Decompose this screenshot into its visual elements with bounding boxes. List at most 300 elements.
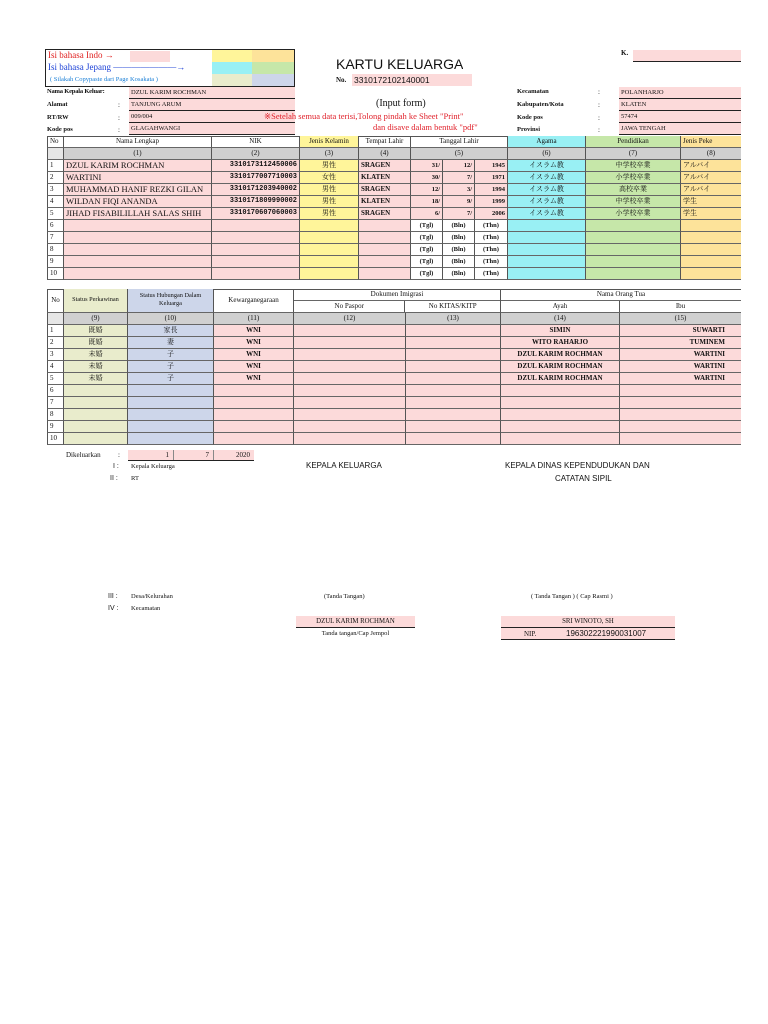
head-left-label-3: Kode pos: [47, 126, 73, 133]
cell-hub[interactable]: 妻: [128, 337, 214, 349]
family-table-row: [47, 160, 741, 172]
cell-jk[interactable]: [300, 268, 359, 280]
cell-kerja[interactable]: 学生: [681, 196, 741, 208]
cell-hub[interactable]: 子: [128, 373, 214, 385]
cell-no: 9: [47, 256, 64, 268]
cell-ayah[interactable]: WITO RAHARJO: [501, 337, 620, 349]
cell-thn[interactable]: 1945: [475, 160, 508, 172]
cell-nik[interactable]: 3310171203940002: [212, 184, 300, 196]
cell-bln[interactable]: (Bln): [443, 268, 475, 280]
cell-ayah[interactable]: DZUL KARIM ROCHMAN: [501, 349, 620, 361]
cell-nama[interactable]: [64, 268, 212, 280]
status-table-row: [47, 385, 741, 397]
t2-kawin-header: Status Perkawinan: [64, 289, 128, 313]
cell-kitas[interactable]: [406, 373, 501, 385]
cell-wni[interactable]: [214, 397, 294, 409]
cell-hub[interactable]: [128, 385, 214, 397]
cell-no: 10: [47, 268, 64, 280]
kepala-dinas-line2: CATATAN SIPIL: [555, 474, 612, 483]
cell-ibu[interactable]: WARTINI: [620, 361, 741, 373]
cell-jk[interactable]: [300, 220, 359, 232]
cell-wni[interactable]: [214, 421, 294, 433]
issue-year[interactable]: 2020: [213, 450, 254, 460]
cell-agama[interactable]: イスラム教: [508, 184, 586, 196]
cell-bln[interactable]: 3/: [443, 184, 475, 196]
cell-kitas[interactable]: [406, 409, 501, 421]
cell-paspor[interactable]: [294, 409, 406, 421]
cell-ibu[interactable]: [620, 433, 741, 445]
cell-agama[interactable]: イスラム教: [508, 196, 586, 208]
kk-number-label: No.: [336, 76, 347, 84]
cell-pend[interactable]: [586, 220, 681, 232]
cell-paspor[interactable]: [294, 337, 406, 349]
cell-kawin[interactable]: 未婚: [64, 361, 128, 373]
col-tempat-header: Tempat Lahir: [359, 136, 411, 148]
t2-ayah-header: Ayah: [501, 301, 620, 313]
cell-tempat[interactable]: SRAGEN: [359, 160, 411, 172]
col-jk-header: Jenis Kelamin: [300, 136, 359, 148]
head-left-value-0[interactable]: DZUL KARIM ROCHMAN: [129, 87, 295, 99]
head-right-value-2[interactable]: 57474: [619, 111, 741, 123]
legend-indo-swatch: [130, 51, 170, 62]
status-table-header: [47, 289, 741, 313]
t2-num-12: (12): [294, 313, 406, 325]
cell-nama[interactable]: MUHAMMAD HANIF REZKI GILAN: [64, 184, 212, 196]
cell-kerja[interactable]: アルバイ: [681, 184, 741, 196]
page-title: KARTU KELUARGA: [336, 56, 464, 72]
cell-no: 1: [47, 160, 64, 172]
cell-nama[interactable]: WILDAN FIQI ANANDA: [64, 196, 212, 208]
cell-kawin[interactable]: 未婚: [64, 349, 128, 361]
cell-tgl[interactable]: 18/: [411, 196, 443, 208]
cell-thn[interactable]: 2006: [475, 208, 508, 220]
head-left-colon-3: :: [118, 126, 120, 134]
cell-ayah[interactable]: [501, 385, 620, 397]
roman-1: I :: [113, 463, 119, 470]
head-left-label-0: Nama Kepala Keluar:: [47, 88, 105, 95]
cell-ibu[interactable]: WARTINI: [620, 349, 741, 361]
cell-bln[interactable]: 7/: [443, 172, 475, 184]
cell-no: 6: [47, 385, 64, 397]
t2-ibu-header: Ibu: [675, 302, 686, 310]
cell-pend[interactable]: 小学校卒業: [586, 208, 681, 220]
cell-kitas[interactable]: [406, 385, 501, 397]
cell-tempat[interactable]: KLATEN: [359, 172, 411, 184]
cell-no: 5: [47, 208, 64, 220]
cell-jk[interactable]: 男性: [300, 184, 359, 196]
legend-indo-label: Isi bahasa Indo →: [48, 50, 114, 60]
cell-ayah[interactable]: [501, 421, 620, 433]
cell-hub[interactable]: [128, 409, 214, 421]
status-table-row: [47, 325, 741, 337]
cell-tempat[interactable]: SRAGEN: [359, 184, 411, 196]
cell-tgl[interactable]: 30/: [411, 172, 443, 184]
legend-hint: ( Silakah Copypaste dari Page Kosakata ): [50, 76, 158, 83]
cell-thn[interactable]: 1999: [475, 196, 508, 208]
col-nik-header: NIK: [212, 136, 300, 148]
cell-thn[interactable]: 1994: [475, 184, 508, 196]
cell-no: 4: [47, 361, 64, 373]
cell-no: 7: [47, 397, 64, 409]
sign-name-left[interactable]: DZUL KARIM ROCHMAN: [296, 616, 415, 628]
cell-bln[interactable]: (Bln): [443, 220, 475, 232]
cell-hub[interactable]: [128, 421, 214, 433]
issue-day[interactable]: 1: [128, 450, 173, 460]
cell-pend[interactable]: [586, 268, 681, 280]
cell-jk[interactable]: 男性: [300, 196, 359, 208]
cell-wni[interactable]: WNI: [214, 337, 294, 349]
head-left-value-2[interactable]: 009/004: [129, 111, 295, 123]
legend-swatch-green: [252, 62, 294, 74]
col-no-header: No: [47, 136, 64, 148]
cell-nik[interactable]: 3310170607060003: [212, 208, 300, 220]
family-table-row: [47, 256, 741, 268]
cell-jk[interactable]: 男性: [300, 208, 359, 220]
t2-kwn-header: Kewarganegaraan: [214, 289, 294, 313]
cell-paspor[interactable]: [294, 397, 406, 409]
cell-tempat[interactable]: [359, 220, 411, 232]
t2-num-13: (13): [406, 313, 501, 325]
issue-date: [128, 450, 254, 461]
family-table-numbers: [47, 148, 741, 160]
roman-4-text: Kecamatan: [131, 605, 161, 612]
t2-paspor-header: No Paspor: [294, 301, 405, 313]
family-table-row: [47, 184, 741, 196]
family-table-row: [47, 208, 741, 220]
nip-label: NIP.: [524, 630, 537, 638]
cell-kawin[interactable]: [64, 421, 128, 433]
t2-num-10: (10): [128, 313, 214, 325]
status-table-row: [47, 433, 741, 445]
cell-ayah[interactable]: SIMIN: [501, 325, 620, 337]
cell-kawin[interactable]: 未婚: [64, 373, 128, 385]
cell-ibu[interactable]: [620, 421, 741, 433]
head-right-colon-2: :: [598, 114, 600, 122]
cell-kitas[interactable]: [406, 337, 501, 349]
cell-paspor[interactable]: [294, 349, 406, 361]
t2-num-14: (14): [501, 313, 620, 325]
cell-nik[interactable]: [212, 244, 300, 256]
cell-kerja[interactable]: [681, 256, 741, 268]
cell-pend[interactable]: 中学校卒業: [586, 196, 681, 208]
head-right-colon-1: :: [598, 101, 600, 109]
cell-agama[interactable]: イスラム教: [508, 172, 586, 184]
family-table-row: [47, 232, 741, 244]
status-table-row: [47, 361, 741, 373]
cell-bln[interactable]: 9/: [443, 196, 475, 208]
cell-no: 8: [47, 409, 64, 421]
cell-nama[interactable]: JIHAD FISABILILLAH SALAS SHIH: [64, 208, 212, 220]
cell-paspor[interactable]: [294, 373, 406, 385]
cell-bln[interactable]: (Bln): [443, 244, 475, 256]
col-tanggal-header: Tanggal Lahir: [411, 136, 508, 148]
cell-tempat[interactable]: [359, 268, 411, 280]
num-2: (2): [212, 148, 300, 160]
cell-agama[interactable]: イスラム教: [508, 208, 586, 220]
cell-ibu[interactable]: WARTINI: [620, 373, 741, 385]
cell-kawin[interactable]: 既婚: [64, 325, 128, 337]
family-table-row: [47, 196, 741, 208]
roman-1-text: Kepala Keluarga: [131, 463, 175, 470]
cell-agama[interactable]: [508, 244, 586, 256]
cell-thn[interactable]: (Thn): [475, 220, 508, 232]
cell-wni[interactable]: [214, 433, 294, 445]
t2-num-9: (9): [64, 313, 128, 325]
cell-kitas[interactable]: [406, 433, 501, 445]
cell-nama[interactable]: [64, 256, 212, 268]
cell-ibu[interactable]: SUWARTI: [620, 325, 741, 337]
cell-pend[interactable]: [586, 244, 681, 256]
cell-wni[interactable]: WNI: [214, 361, 294, 373]
head-left-label-2: RT/RW: [47, 114, 69, 121]
family-table-row: [47, 172, 741, 184]
k-field[interactable]: [633, 50, 741, 62]
cell-bln[interactable]: (Bln): [443, 256, 475, 268]
cell-ayah[interactable]: [501, 397, 620, 409]
cell-thn[interactable]: (Thn): [475, 268, 508, 280]
cell-nik[interactable]: [212, 256, 300, 268]
cell-hub[interactable]: 子: [128, 349, 214, 361]
cell-paspor[interactable]: [294, 385, 406, 397]
cell-nik[interactable]: 3310177007710003: [212, 172, 300, 184]
cell-ayah[interactable]: DZUL KARIM ROCHMAN: [501, 373, 620, 385]
cell-kawin[interactable]: [64, 433, 128, 445]
cell-ibu[interactable]: [620, 397, 741, 409]
cell-ibu[interactable]: [620, 385, 741, 397]
cell-tempat[interactable]: [359, 244, 411, 256]
cell-pend[interactable]: [586, 232, 681, 244]
status-table-row: [47, 337, 741, 349]
cell-bln[interactable]: (Bln): [443, 232, 475, 244]
cell-tgl[interactable]: (Tgl): [411, 244, 443, 256]
cell-hub[interactable]: 子: [128, 361, 214, 373]
kepala-keluarga-title: KEPALA KELUARGA: [306, 461, 382, 470]
cell-tgl[interactable]: 31/: [411, 160, 443, 172]
num-8: (8): [681, 148, 741, 160]
cell-bln[interactable]: 12/: [443, 160, 475, 172]
legend-swatch-blue: [252, 74, 294, 86]
cell-agama[interactable]: [508, 232, 586, 244]
cell-paspor[interactable]: [294, 421, 406, 433]
head-right-value-3[interactable]: JAWA TENGAH: [619, 123, 741, 135]
cell-kerja[interactable]: アルバイ: [681, 160, 741, 172]
num-1: (1): [64, 148, 212, 160]
cell-kerja[interactable]: [681, 232, 741, 244]
cell-jk[interactable]: [300, 232, 359, 244]
cell-ibu[interactable]: [620, 409, 741, 421]
cell-no: 2: [47, 172, 64, 184]
cell-nama[interactable]: [64, 220, 212, 232]
cell-kerja[interactable]: [681, 244, 741, 256]
legend-swatch-olive: [212, 74, 252, 86]
num-7: (7): [586, 148, 681, 160]
cell-kitas[interactable]: [406, 421, 501, 433]
cell-tgl[interactable]: (Tgl): [411, 268, 443, 280]
kk-number[interactable]: 3310172102140001: [352, 74, 472, 86]
family-table-row: [47, 220, 741, 232]
tanda-tangan-left: (Tanda Tangan): [324, 593, 365, 600]
cell-tgl[interactable]: (Tgl): [411, 232, 443, 244]
roman-3: III :: [108, 593, 118, 600]
legend-swatch-orange: [252, 50, 294, 62]
cell-nik[interactable]: [212, 232, 300, 244]
cell-pend[interactable]: 中学校卒業: [586, 160, 681, 172]
t2-hubungan-header: Status Hubungan Dalam Keluarga: [128, 289, 214, 313]
cell-no: 2: [47, 337, 64, 349]
head-right-label-0: Kecamatan: [517, 88, 549, 95]
cell-nik[interactable]: 3310173112450006: [212, 160, 300, 172]
cell-agama[interactable]: [508, 220, 586, 232]
cell-kerja[interactable]: [681, 220, 741, 232]
dikeluarkan-colon: :: [118, 451, 120, 459]
head-left-value-3[interactable]: GLAGAHWANGI: [129, 123, 295, 135]
cell-pend[interactable]: 小学校卒業: [586, 172, 681, 184]
input-form-label: (Input form): [376, 98, 426, 109]
cell-thn[interactable]: 1971: [475, 172, 508, 184]
roman-3-text: Desa/Kelurahan: [131, 593, 173, 600]
cell-no: 4: [47, 196, 64, 208]
status-table-row: [47, 373, 741, 385]
cell-pend[interactable]: 高校卒業: [586, 184, 681, 196]
cell-kawin[interactable]: 既婚: [64, 337, 128, 349]
cell-no: 3: [47, 184, 64, 196]
notice-line-2: dan disave dalam bentuk "pdf": [373, 122, 478, 132]
cell-no: 7: [47, 232, 64, 244]
head-right-value-1[interactable]: KLATEN: [619, 99, 741, 111]
col-agama-header: Agama: [508, 136, 586, 148]
cell-no: 5: [47, 373, 64, 385]
cell-wni[interactable]: [214, 385, 294, 397]
cell-tgl[interactable]: 6/: [411, 208, 443, 220]
cell-tgl[interactable]: (Tgl): [411, 220, 443, 232]
cell-nama[interactable]: [64, 244, 212, 256]
status-table-numbers: [47, 313, 741, 325]
num-6: (6): [508, 148, 586, 160]
cell-paspor[interactable]: [294, 433, 406, 445]
cell-tgl[interactable]: (Tgl): [411, 256, 443, 268]
roman-4: IV :: [108, 605, 119, 612]
cell-kitas[interactable]: [406, 361, 501, 373]
cell-hub[interactable]: [128, 433, 214, 445]
cell-thn[interactable]: (Thn): [475, 232, 508, 244]
cell-agama[interactable]: [508, 256, 586, 268]
cell-tgl[interactable]: 12/: [411, 184, 443, 196]
cell-nama[interactable]: [64, 232, 212, 244]
t2-no-header: No: [47, 289, 64, 313]
num-4: (4): [359, 148, 411, 160]
cell-kawin[interactable]: [64, 397, 128, 409]
issue-month[interactable]: 7: [173, 450, 213, 460]
t2-kitas-header: No KITAS/KITP: [428, 302, 477, 310]
cell-kerja[interactable]: [681, 268, 741, 280]
num-5: (5): [411, 148, 508, 160]
legend-swatch-cyan: [212, 62, 252, 74]
cell-nik[interactable]: 3310171809990002: [212, 196, 300, 208]
cell-jk[interactable]: [300, 244, 359, 256]
head-right-colon-3: :: [598, 126, 600, 134]
head-left-value-1[interactable]: TANJUNG ARUM: [129, 99, 295, 111]
num-3: (3): [300, 148, 359, 160]
nip-value[interactable]: 196302221990031007: [566, 629, 647, 638]
cell-wni[interactable]: WNI: [214, 325, 294, 337]
cell-thn[interactable]: (Thn): [475, 256, 508, 268]
cell-jk[interactable]: [300, 256, 359, 268]
cell-wni[interactable]: WNI: [214, 373, 294, 385]
cell-no: 8: [47, 244, 64, 256]
sign-name-right[interactable]: SRI WINOTO, SH: [501, 616, 675, 628]
head-left-colon-2: :: [118, 114, 120, 122]
cell-no: 1: [47, 325, 64, 337]
head-right-label-3: Provinsi: [517, 126, 540, 133]
cell-kawin[interactable]: [64, 385, 128, 397]
cell-kerja[interactable]: アルバイ: [681, 172, 741, 184]
cell-hub[interactable]: 家長: [128, 325, 214, 337]
cell-no: 9: [47, 421, 64, 433]
cell-paspor[interactable]: [294, 361, 406, 373]
t2-num-11: (11): [214, 313, 294, 325]
cell-thn[interactable]: (Thn): [475, 244, 508, 256]
cell-tempat[interactable]: [359, 256, 411, 268]
col-pekerjaan-header: Jenis Peke: [681, 136, 741, 148]
roman-2: II :: [110, 475, 118, 482]
t2-dokumen-header: Dokumen Imigrasi: [294, 289, 500, 301]
cell-bln[interactable]: 7/: [443, 208, 475, 220]
cell-nik[interactable]: [212, 220, 300, 232]
cell-nama[interactable]: WARTINI: [64, 172, 212, 184]
roman-2-text: RT: [131, 475, 139, 482]
cell-nik[interactable]: [212, 268, 300, 280]
cell-agama[interactable]: イスラム教: [508, 160, 586, 172]
cell-ibu[interactable]: TUMINEM: [620, 337, 741, 349]
notice-line-1: ※Setelah semua data terisi,Tolong pindah ke Sheet "Print": [264, 111, 464, 121]
cell-paspor[interactable]: [294, 325, 406, 337]
cell-wni[interactable]: WNI: [214, 349, 294, 361]
status-table-row: [47, 349, 741, 361]
head-right-colon-0: :: [598, 88, 600, 96]
head-left-label-1: Alamat: [47, 101, 68, 108]
cell-kitas[interactable]: [406, 325, 501, 337]
cell-ayah[interactable]: DZUL KARIM ROCHMAN: [501, 361, 620, 373]
kepala-dinas-line1: KEPALA DINAS KEPENDUDUKAN DAN: [505, 461, 650, 470]
cell-kitas[interactable]: [406, 397, 501, 409]
cell-jk[interactable]: 男性: [300, 160, 359, 172]
cell-wni[interactable]: [214, 409, 294, 421]
head-left-colon-1: :: [118, 101, 120, 109]
cell-jk[interactable]: 女性: [300, 172, 359, 184]
cell-pend[interactable]: [586, 256, 681, 268]
cell-hub[interactable]: [128, 397, 214, 409]
cell-no: 6: [47, 220, 64, 232]
cell-no: 10: [47, 433, 64, 445]
cell-nama[interactable]: DZUL KARIM ROCHMAN: [64, 160, 212, 172]
cell-kitas[interactable]: [406, 349, 501, 361]
cell-tempat[interactable]: [359, 232, 411, 244]
t2-num-15: (15): [620, 313, 741, 325]
legend-jepang-label: Isi bahasa Jepang ———————→: [48, 62, 186, 72]
k-label: K.: [621, 49, 629, 57]
head-right-value-0[interactable]: POLANHARJO: [619, 87, 741, 99]
cell-kerja[interactable]: 学生: [681, 208, 741, 220]
cell-tempat[interactable]: KLATEN: [359, 196, 411, 208]
sign-caption-left: Tanda tangan/Cap Jempol: [321, 630, 390, 637]
cell-kawin[interactable]: [64, 409, 128, 421]
cell-ayah[interactable]: [501, 433, 620, 445]
cell-tempat[interactable]: SRAGEN: [359, 208, 411, 220]
t2-orangtua-header: Nama Orang Tua: [501, 289, 741, 301]
family-table-header: [47, 136, 741, 148]
cell-ayah[interactable]: [501, 409, 620, 421]
cell-agama[interactable]: [508, 268, 586, 280]
